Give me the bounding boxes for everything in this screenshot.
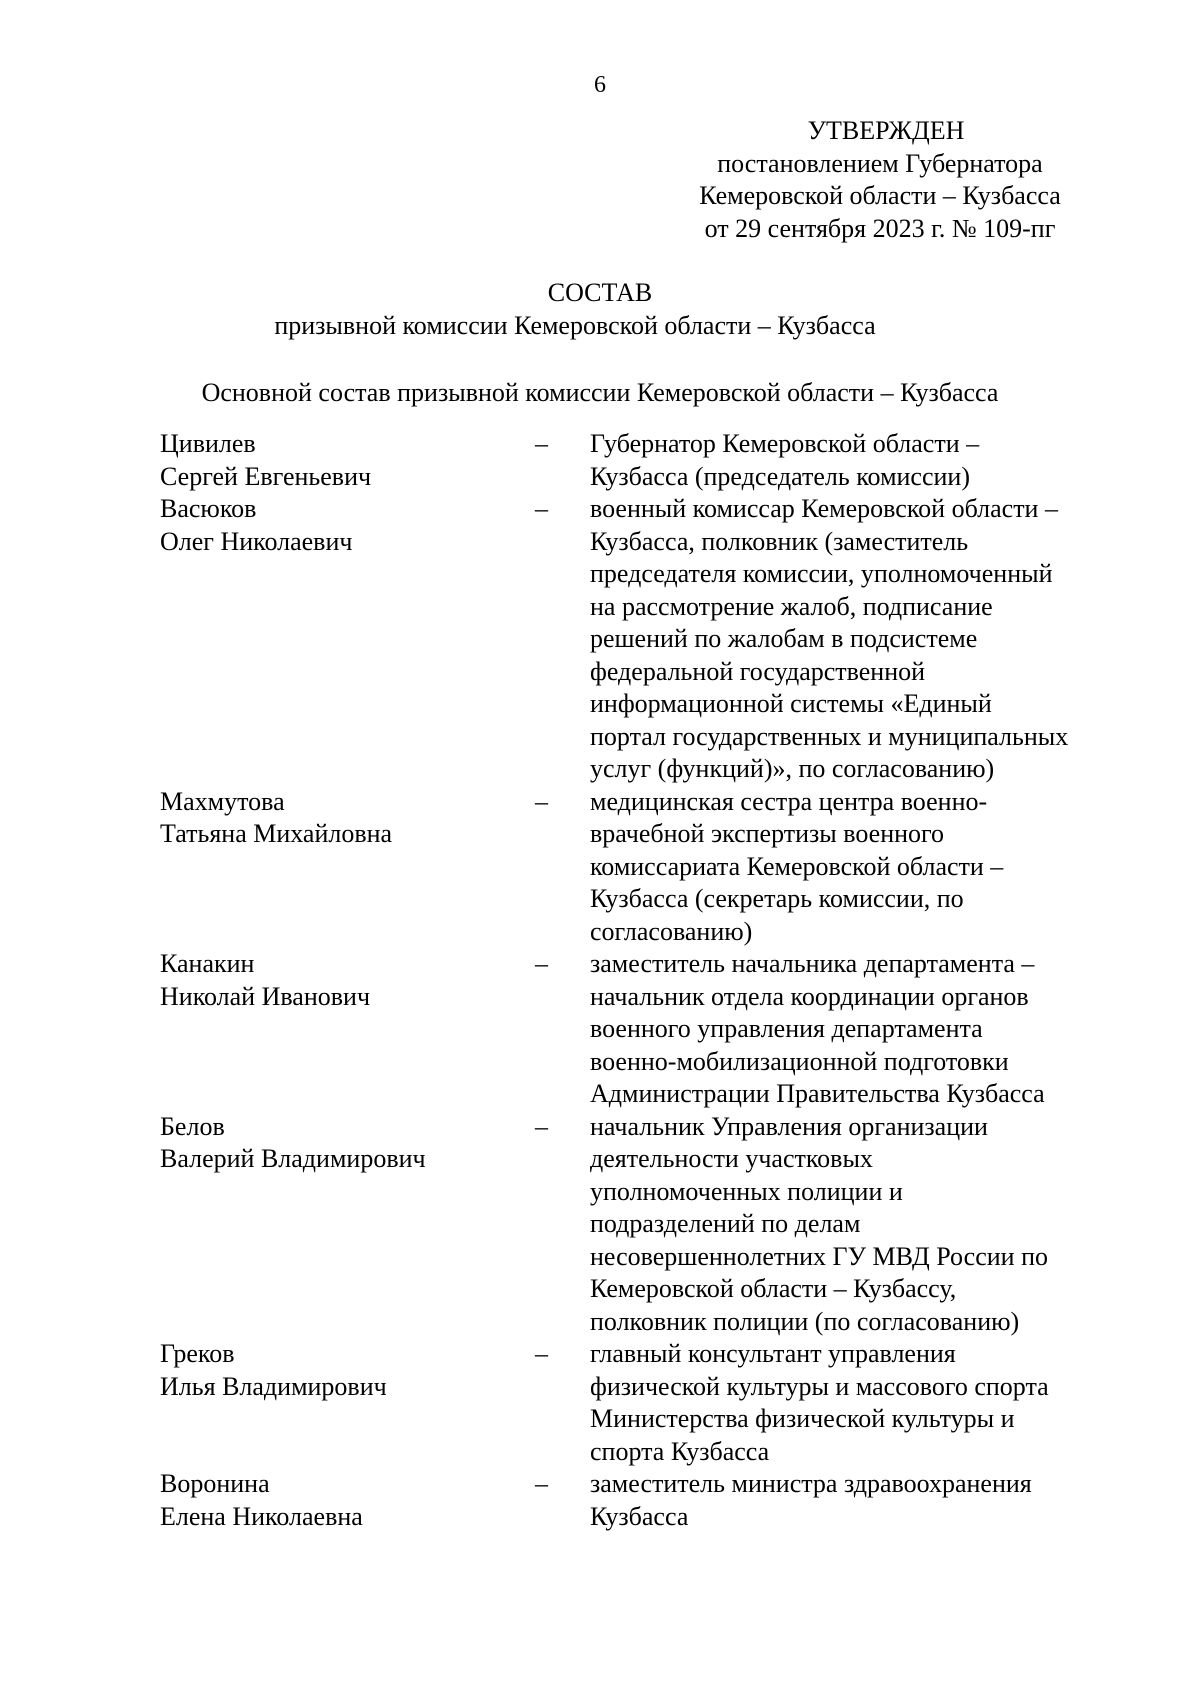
member-row	[160, 428, 1120, 493]
member-row	[160, 1468, 1120, 1533]
member-position	[590, 493, 1130, 786]
member-position-line: подразделений по делам	[590, 1209, 861, 1238]
document-title: СОСТАВ	[547, 278, 653, 307]
member-row	[160, 1338, 1120, 1468]
member-given-names: Татьяна Михайловна	[160, 819, 393, 848]
member-surname: Махмутова	[160, 786, 285, 816]
document-title-block	[0, 277, 1200, 342]
member-position-line: военного управления департамента	[590, 1014, 983, 1043]
member-surname: Канакин	[160, 949, 255, 978]
member-position-line: начальник Управления организации	[590, 1111, 988, 1141]
member-position-line: решений по жалобам в подсистеме	[590, 624, 978, 653]
member-list	[160, 428, 1120, 1533]
member-surname: Васюков	[160, 494, 257, 523]
approval-line: Кемеровской области – Кузбасса	[699, 181, 1061, 210]
member-given-names: Николай Иванович	[160, 981, 371, 1011]
member-given-names: Валерий Владимирович	[160, 1144, 426, 1173]
member-dash: –	[535, 1339, 548, 1368]
member-position-line: главный консультант управления	[590, 1339, 956, 1368]
member-position-line: военно-мобилизационной подготовки	[590, 1046, 1009, 1076]
member-dash: –	[535, 494, 548, 523]
member-position-line: деятельности участковых	[590, 1144, 873, 1173]
member-position-line: Министерства физической культуры и	[590, 1404, 1015, 1433]
member-position-line: портал государственных и муниципальных	[590, 721, 1069, 751]
member-dash: –	[535, 949, 548, 978]
member-position-line: начальник отдела координации органов	[590, 981, 1029, 1011]
member-position-line: Кузбасса	[590, 1501, 689, 1531]
member-given-names: Елена Николаевна	[160, 1501, 363, 1531]
member-position-line: услуг (функций)», по согласованию)	[590, 754, 995, 783]
member-surname: Цивилев	[160, 429, 256, 458]
member-position-line: врачебной экспертизы военного	[590, 819, 945, 848]
member-position	[590, 786, 1130, 949]
member-name	[160, 1338, 535, 1403]
member-given-names: Олег Николаевич	[160, 526, 353, 556]
member-position	[590, 948, 1130, 1111]
member-dash: –	[535, 1111, 548, 1141]
member-position-line: медицинская сестра центра военно-	[590, 786, 988, 816]
member-position	[590, 1111, 1130, 1339]
member-position-line: полковник полиции (по согласованию)	[590, 1306, 1020, 1336]
member-position-line: заместитель начальника департамента –	[590, 949, 1035, 978]
member-position-line: спорта Кузбасса	[590, 1436, 770, 1466]
page-number: 6	[594, 72, 606, 98]
member-position	[590, 428, 1130, 493]
member-position-line: Кузбасса (председатель комиссии)	[590, 461, 970, 491]
member-dash: –	[535, 786, 548, 816]
member-given-names: Илья Владимирович	[160, 1371, 387, 1401]
approval-line: от 29 сентября 2023 г. № 109-пг	[704, 213, 1056, 243]
member-surname: Белов	[160, 1111, 225, 1141]
member-surname: Греков	[160, 1339, 235, 1368]
approval-title: УТВЕРЖДЕН	[807, 116, 965, 145]
member-position-line: информационной системы «Единый	[590, 689, 992, 718]
member-name	[160, 428, 535, 493]
section-heading: Основной состав призывной комиссии Кемеровской области – Кузбасса	[201, 378, 999, 407]
member-position-line: Губернатор Кемеровской области –	[590, 429, 980, 458]
member-position-line: председателя комиссии, уполномоченный	[590, 559, 1053, 588]
member-position-line: федеральной государственной	[590, 656, 926, 686]
member-position-line: физической культуры и массового спорта	[590, 1371, 1049, 1401]
member-name	[160, 1468, 535, 1533]
member-position-line: заместитель министра здравоохранения	[590, 1469, 1032, 1498]
member-name	[160, 786, 535, 851]
member-position	[590, 1468, 1130, 1533]
member-row	[160, 493, 1120, 786]
member-name	[160, 493, 535, 558]
approval-stamp-block	[640, 115, 1120, 245]
member-row	[160, 1111, 1120, 1339]
member-surname: Воронина	[160, 1469, 270, 1498]
document-subtitle: призывной комиссии Кемеровской области – Кузбасса	[274, 310, 876, 340]
member-position-line: на рассмотрение жалоб, подписание	[590, 591, 993, 621]
member-position-line: уполномоченных полиции и	[590, 1176, 903, 1206]
member-dash: –	[535, 1469, 548, 1498]
member-dash: –	[535, 429, 548, 458]
member-position-line: Кузбасса (секретарь комиссии, по	[590, 884, 964, 913]
member-name	[160, 1111, 535, 1176]
member-position-line: согласованию)	[590, 916, 753, 946]
member-position-line: военный комиссар Кемеровской области –	[590, 494, 1058, 523]
member-given-names: Сергей Евгеньевич	[160, 461, 372, 491]
member-row	[160, 786, 1120, 949]
member-position-line: Кузбасса, полковник (заместитель	[590, 526, 969, 556]
member-position-line: Кемеровской области – Кузбассу,	[590, 1274, 957, 1303]
member-position-line: несовершеннолетних ГУ МВД России по	[590, 1241, 1048, 1271]
approval-line: постановлением Губернатора	[717, 148, 1043, 178]
member-position	[590, 1338, 1130, 1468]
member-position-line: комиссариата Кемеровской области –	[590, 851, 1004, 881]
member-name	[160, 948, 535, 1013]
member-row	[160, 948, 1120, 1111]
member-position-line: Администрации Правительства Кузбасса	[590, 1079, 1045, 1108]
